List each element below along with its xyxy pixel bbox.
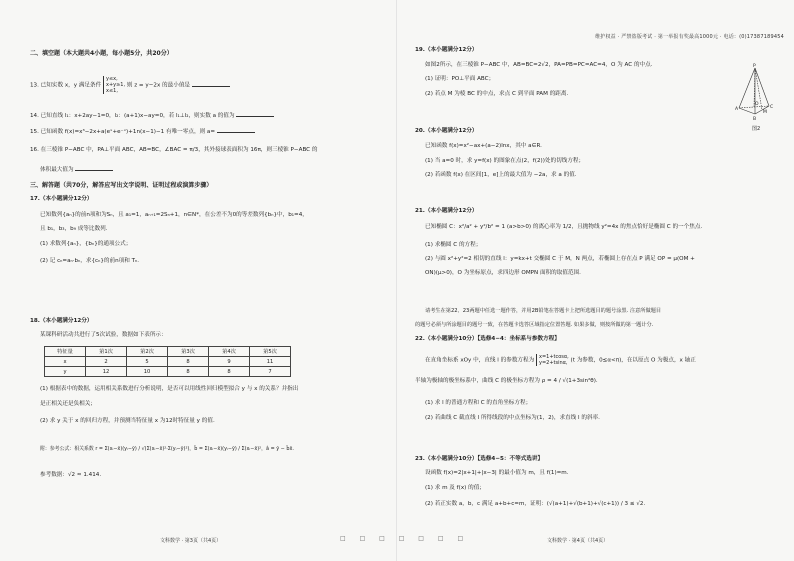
question-17-stem-cont: 且 b₁，b₃，b₉ 成等比数列.: [40, 226, 108, 232]
table-header-cell: 第4次: [209, 347, 250, 357]
question-22-heading: 22.（本小题满分10分）【选修4−4：坐标系与参数方程】: [415, 336, 560, 342]
section-fill-blank-heading: 二、填空题（本大题共4小题，每小题5分，共20分）: [30, 50, 173, 57]
question-20-part-2: (2) 若函数 f(x) 在区间[1，e]上的最大值为 −2a，求 a 的值.: [425, 172, 577, 178]
question-15: [30, 127, 255, 136]
question-14: [30, 111, 274, 120]
question-22-stem: [425, 354, 696, 366]
q16-tail: 体积最大值为: [40, 167, 74, 173]
q22-lead: 在直角坐标系 xOy 中，直线 l 的参数方程为: [425, 357, 535, 364]
question-20-heading: 20.（本小题满分12分）: [415, 128, 478, 134]
q14-text: 14. 已知直线 l₁：x+2ay−1=0，l₂：(a+1)x−ay=0，若 l₁⊥l₂，则实数 a 的值为: [30, 113, 235, 119]
q16-answer-blank: [75, 165, 113, 171]
question-21-heading: 21.（本小题满分12分）: [415, 208, 478, 214]
table-header-cell: 第3次: [168, 347, 209, 357]
question-18-formulas: 附：参考公式：相关系数 r = Σ(xᵢ−x̄)(yᵢ−ȳ) / √(Σ(xᵢ−x̄)²·Σ(yᵢ−ȳ)²)，b̂ = Σ(xᵢ−x̄)(yᵢ−ȳ) / Σ(xᵢ−x̄)²，â = ȳ − b̂x̄.: [40, 446, 294, 452]
question-21-stem: 已知椭圆 C：x²/a² + y²/b² = 1 (a>b>0) 的离心率为 1/2，且抛物线 y²=4x 的焦点恰好是椭圆 C 的一个焦点.: [425, 224, 703, 230]
svg-text:A: A: [735, 107, 739, 112]
experiment-data-table: [44, 346, 291, 377]
anti-piracy-header: 维护权益 · 严禁盗版考试 · 第一举报有奖最高1000元 · 电话：(0)17387189454: [595, 34, 784, 40]
q22-eq-x: x=1+tcosα,: [538, 354, 569, 360]
table-cell: 2: [86, 357, 127, 367]
question-20-stem: 已知函数 f(x)=x²−ax+(a−2)lnx，其中 a∈R.: [425, 143, 542, 149]
question-13: [30, 76, 230, 94]
question-19-heading: 19.（本小题满分12分）: [415, 47, 478, 53]
question-18-heading: 18.（本小题满分12分）: [30, 318, 93, 324]
table-cell: 5: [127, 357, 168, 367]
question-23-part-2: (2) 若正实数 a，b，c 满足 a+b+c=m，证明：(√(a+1)+√(b+1)+√(c+1)) / 3 ≤ √2.: [425, 501, 646, 507]
q13-tail: 则 z = y−2x 的最小值是: [126, 82, 191, 89]
question-19-stem: 如图2所示，在三棱锥 P−ABC 中，AB=BC=2√2，PA=PB=PC=AC=4，O 为 AC 的中点.: [425, 62, 653, 68]
q15-text: 15. 已知函数 f(x)=x³−2x+a(eˣ+e⁻ˣ)+1n(x−1)−1 有唯一零点，则 a=: [30, 129, 216, 135]
question-23-part-1: (1) 求 m 及 f(x) 的值；: [425, 485, 485, 491]
q14-answer-blank: [236, 111, 274, 117]
pyramid-figure: [735, 62, 775, 124]
page-4: [397, 0, 794, 561]
question-22-part-1: (1) 求 l 的普通方程和 C 的直角坐标方程；: [425, 400, 532, 406]
question-18-part-1: (1) 根据表中的数据，运用相关系数进行分析说明，是否可以用线性回归模型拟合 y 与 x 的关系？并指出: [40, 386, 299, 392]
page-3-footer: 文科数学 · 第3页（共4页）: [160, 538, 222, 544]
question-16-cont: [40, 165, 113, 174]
q13-constraint-1: y≤x,: [105, 76, 118, 82]
table-cell: 8: [209, 367, 250, 377]
question-21-part-2: (2) 与圆 x²+y²=2 相切的直线 l：y=kx+t 交椭圆 C 于 M，N 两点，若椭圆上存在点 P 满足 OP = μ(OM +: [425, 256, 695, 262]
table-cell: 8: [168, 357, 209, 367]
question-16: 16. 在三棱锥 P−ABC 中，PA⊥平面 ABC，AB=BC，∠BAC = π/3，其外接球表面积为 16π，则三棱锥 P−ABC 的: [30, 147, 318, 153]
question-17-heading: 17.（本小题满分12分）: [30, 196, 93, 202]
q13-constraint-2: x+y≥1,: [105, 82, 126, 88]
question-17-part-2: (2) 记 cₙ=aₙ·bₙ，求{cₙ}的前n项和 Tₙ.: [40, 258, 140, 264]
table-cell: x: [45, 357, 86, 367]
question-21-part-1: (1) 求椭圆 C 的方程；: [425, 242, 482, 248]
question-23-stem: 设函数 f(x)=2|x+1|+|x−3| 的最小值为 m，且 f(1)=m.: [425, 470, 569, 476]
table-cell: y: [45, 367, 86, 377]
svg-text:P: P: [753, 64, 756, 69]
table-header-cell: 第2次: [127, 347, 168, 357]
question-17-stem: 已知数列{aₙ}的前n项和为Sₙ，且 a₁=1，aₙ₊₁=2Sₙ+1，n∈N*，在公差不为0的等差数列{bₙ}中，b₁=4，: [40, 212, 308, 218]
svg-text:B: B: [753, 117, 757, 122]
question-19-part-1: (1) 证明：PO⊥平面 ABC；: [425, 76, 495, 82]
table-header-cell: 特征量: [45, 347, 86, 357]
question-21-part-2-cont: ON)(μ>0)，O 为坐标原点，求四边形 OMPN 面积的取值范围.: [425, 270, 581, 276]
table-cell: 10: [127, 367, 168, 377]
optional-note-line-2: 的题号必须与所涂题目的题号一致，在答题卡选答区域指定位置答题. 如果多做，则按所做的第一题计分.: [415, 322, 654, 328]
table-cell: 7: [250, 367, 291, 377]
table-cell: 12: [86, 367, 127, 377]
q22-eq-y: y=2+tsinα,: [538, 360, 568, 366]
svg-text:C: C: [770, 105, 774, 110]
question-22-part-2: (2) 若曲线 C 截直线 l 所得线段的中点坐标为(1，2)，求直线 l 的斜率.: [425, 415, 600, 421]
question-18-part-2: (2) 求 y 关于 x 的回归方程，并预测当特征量 x 为12时特征量 y 的值.: [40, 418, 215, 424]
svg-text:M: M: [763, 110, 767, 115]
table-row: [45, 357, 291, 367]
table-cell: 8: [168, 367, 209, 377]
q15-answer-blank: [217, 127, 255, 133]
page-fold-marks: □ □ □ □ □ □ □: [340, 535, 470, 542]
q22-tail: (t 为参数，0≤α<π)，在以原点 O 为极点，x 轴正: [570, 357, 696, 364]
figure-2-caption: 图2: [752, 126, 761, 132]
question-17-part-1: (1) 求数列{aₙ}，{bₙ}的通项公式；: [40, 241, 132, 247]
table-row: [45, 367, 291, 377]
question-22-stem-cont: 半轴为极轴的极坐标系中，曲线 C 的极坐标方程为 ρ = 4 / √(1+3sin²θ).: [415, 378, 598, 384]
table-cell: 11: [250, 357, 291, 367]
question-18-part-1-cont: 是正相关还是负相关；: [40, 401, 96, 407]
question-19-part-2: (2) 若点 M 为棱 BC 的中点，求点 C 到平面 PAM 的距离.: [425, 91, 569, 97]
question-18-reference-data: 参考数据：√2 ≈ 1.414.: [40, 472, 102, 478]
svg-text:O: O: [755, 102, 759, 107]
optional-note-line-1: 请考生在第22、23两题中任选一题作答，并用2B铅笔在答题卡上把所选题目的题号涂黑. 注意所做题目: [425, 308, 662, 314]
q13-constraint-system: [103, 76, 125, 94]
table-header-cell: 第1次: [86, 347, 127, 357]
table-header-row: [45, 347, 291, 357]
table-header-cell: 第5次: [250, 347, 291, 357]
page-4-footer: 文科数学 · 第4页（共4页）: [547, 538, 609, 544]
question-23-heading: 23.（本小题满分10分）【选修4−5：不等式选讲】: [415, 456, 544, 462]
question-20-part-1: (1) 当 a=0 时，求 y=f(x) 的图象在点(2，f(2))处的切线方程；: [425, 158, 585, 164]
section-solve-heading: 三、解答题（共70分，解答应写出文字说明、证明过程或演算步骤）: [30, 182, 213, 189]
q22-parametric-system: [536, 354, 569, 366]
question-18-stem: 某课科研活动共进行了5次试验，数据如下表所示：: [40, 332, 167, 338]
table-cell: 9: [209, 357, 250, 367]
q13-lead: 13. 已知实数 x，y 满足条件: [30, 82, 102, 89]
q13-constraint-3: x≤1,: [105, 88, 118, 94]
q13-answer-blank: [192, 81, 230, 87]
